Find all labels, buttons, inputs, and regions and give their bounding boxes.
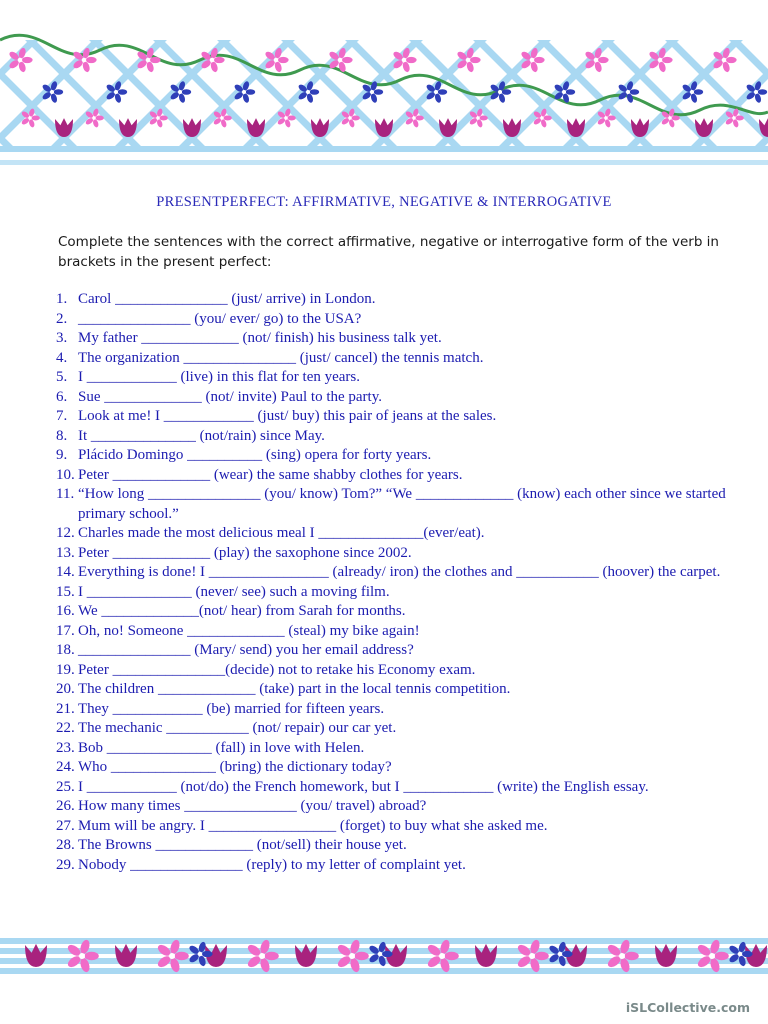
exercise-sentence: Nobody _______________ (reply) to my letter of complaint yet. [78, 856, 466, 873]
exercise-sentence: Sue _____________ (not/ invite) Paul to the party. [78, 388, 382, 405]
exercise-item [0, 758, 758, 778]
exercise-sentence: “How long _______________ (you/ know) Tom?” “We _____________ (know) each other since we started primary school.” [78, 486, 726, 522]
exercise-sentence: Look at me! I ____________ (just/ buy) this pair of jeans at the sales. [78, 408, 497, 424]
exercise-item [0, 778, 758, 798]
exercise-sentence: Oh, no! Someone _____________ (steal) my bike again! [78, 622, 420, 639]
exercise-sentence: Mum will be angry. I _________________ (forget) to buy what she asked me. [78, 817, 548, 834]
exercise-item [0, 466, 758, 486]
exercise-number: 23. [56, 739, 75, 756]
exercise-sentence: Who ______________ (bring) the dictionary today? [78, 759, 392, 775]
exercise-item [0, 719, 758, 739]
bottom-floral-border [0, 918, 768, 990]
exercise-item [0, 602, 758, 622]
exercise-item [0, 388, 758, 408]
exercise-item [0, 407, 758, 427]
exercise-item [0, 310, 758, 330]
exercise-number: 18. [56, 642, 75, 658]
exercise-sentence: Everything is done! I ________________ (already/ iron) the clothes and ___________ (hoover) the carpet. [78, 564, 721, 580]
exercise-number: 20. [56, 681, 75, 697]
exercise-item [0, 641, 758, 661]
exercise-item [0, 329, 758, 349]
watermark-footer: iSLCollective.com [625, 1000, 750, 1015]
exercise-number: 16. [56, 603, 75, 619]
exercise-number: 6. [56, 388, 68, 405]
exercise-sentence: The mechanic ___________ (not/ repair) our car yet. [78, 720, 397, 736]
exercise-item [0, 485, 758, 524]
exercise-number: 27. [56, 817, 75, 834]
exercise-item [0, 797, 758, 817]
exercise-item [0, 661, 758, 681]
exercise-number: 22. [56, 720, 75, 736]
exercise-number: 24. [56, 759, 75, 775]
exercise-sentence: The Browns _____________ (not/sell) their house yet. [78, 837, 407, 853]
exercise-number: 12. [56, 525, 75, 541]
exercise-number: 4. [56, 349, 68, 366]
exercise-item [0, 700, 758, 720]
exercise-item [0, 427, 758, 447]
exercise-item [0, 622, 758, 642]
exercise-item [0, 836, 758, 856]
worksheet-title: PRESENTPERFECT: AFFIRMATIVE, NEGATIVE & INTERROGATIVE [156, 194, 612, 210]
exercise-item [0, 739, 758, 759]
exercise-item [0, 817, 758, 837]
exercise-item [0, 446, 758, 466]
exercise-number: 26. [56, 798, 75, 814]
exercise-item [0, 544, 758, 564]
exercise-item [0, 856, 758, 876]
exercise-number: 13. [56, 544, 75, 561]
exercise-sentence: Peter _____________ (wear) the same shabby clothes for years. [78, 466, 463, 483]
exercise-number: 14. [56, 564, 75, 580]
exercise-number: 11. [56, 486, 75, 502]
exercise-number: 3. [56, 330, 68, 346]
exercise-number: 2. [56, 310, 68, 327]
exercise-item [0, 583, 758, 603]
exercise-number: 29. [56, 856, 75, 873]
exercise-number: 9. [56, 447, 68, 463]
exercise-item [0, 368, 758, 388]
exercise-item [0, 524, 758, 544]
exercise-number: 5. [56, 369, 68, 385]
exercise-sentence: The children _____________ (take) part in the local tennis competition. [78, 681, 511, 697]
exercise-list [0, 290, 768, 875]
exercise-sentence: Carol _______________ (just/ arrive) in London. [78, 291, 376, 307]
exercise-number: 8. [56, 427, 68, 444]
exercise-sentence: They ____________ (be) married for fifteen years. [78, 700, 385, 717]
exercise-number: 7. [56, 408, 68, 424]
exercise-sentence: My father _____________ (not/ finish) his business talk yet. [78, 330, 442, 346]
exercise-item [0, 290, 758, 310]
exercise-sentence: I ______________ (never/ see) such a moving film. [78, 583, 390, 600]
exercise-item [0, 563, 758, 583]
exercise-item [0, 680, 758, 700]
exercise-sentence: Bob ______________ (fall) in love with Helen. [78, 739, 365, 756]
exercise-sentence: Charles made the most delicious meal I ______________(ever/eat). [78, 525, 485, 541]
exercise-sentence: Plácido Domingo __________ (sing) opera for forty years. [78, 447, 432, 463]
exercise-number: 10. [56, 466, 75, 483]
top-floral-border [0, 0, 768, 172]
exercise-sentence: It ______________ (not/rain) since May. [78, 427, 325, 444]
exercise-sentence: The organization _______________ (just/ cancel) the tennis match. [78, 349, 484, 366]
exercise-number: 28. [56, 837, 75, 853]
exercise-number: 19. [56, 661, 75, 678]
exercise-sentence: I ____________ (live) in this flat for ten years. [78, 369, 361, 385]
exercise-number: 17. [56, 622, 75, 639]
exercise-sentence: _______________ (you/ ever/ go) to the USA? [78, 310, 362, 327]
exercise-number: 21. [56, 700, 75, 717]
exercise-number: 15. [56, 583, 75, 600]
exercise-item [0, 349, 758, 369]
exercise-number: 25. [56, 778, 75, 795]
exercise-sentence: I ____________ (not/do) the French homework, but I ____________ (write) the English essay. [78, 778, 649, 795]
exercise-sentence: _______________ (Mary/ send) you her email address? [78, 642, 414, 658]
exercise-sentence: Peter _______________(decide) not to retake his Economy exam. [78, 661, 476, 678]
instructions: Complete the sentences with the correct affirmative, negative or interrogative form of the verb in brackets in the present perfect: [58, 234, 719, 270]
exercise-sentence: We _____________(not/ hear) from Sarah for months. [78, 603, 406, 619]
exercise-sentence: How many times _______________ (you/ travel) abroad? [78, 798, 427, 814]
exercise-sentence: Peter _____________ (play) the saxophone since 2002. [78, 544, 412, 561]
exercise-number: 1. [56, 291, 68, 307]
